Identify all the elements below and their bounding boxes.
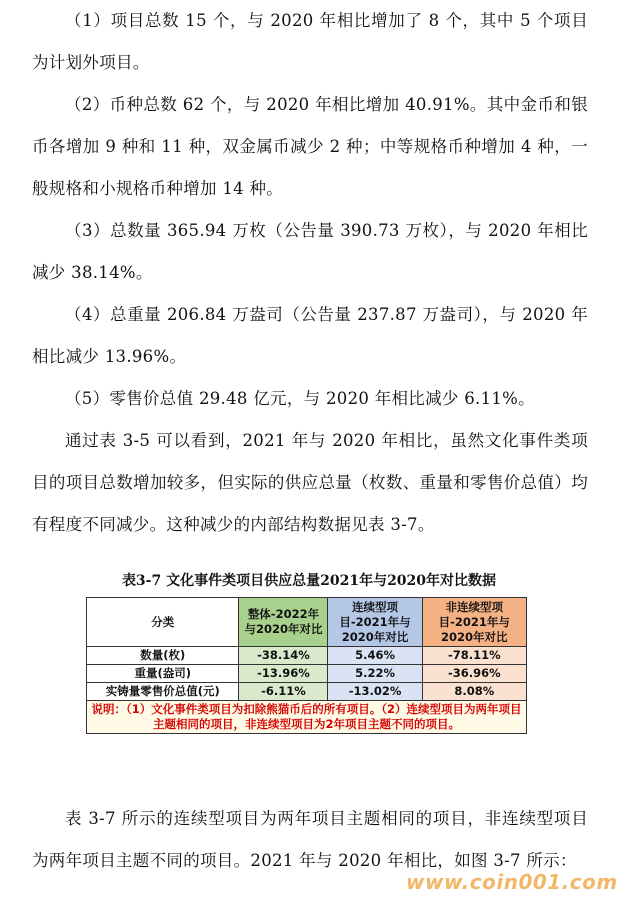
header-noncontinuous: 非连续型项目-2021年与2020年对比 (422, 598, 526, 647)
comparison-table (86, 597, 527, 734)
row-label: 重量(盎司) (87, 665, 239, 683)
cell-noncontinuous: 8.08% (422, 683, 526, 701)
table-row (87, 665, 527, 683)
header-category: 分类 (87, 598, 239, 647)
watermark: www.coin001.com (406, 870, 618, 894)
cell-noncontinuous: -78.11% (422, 647, 526, 665)
paragraph-summary: 通过表 3-5 可以看到，2021 年与 2020 年相比，虽然文化事件类项目的项目总数增加较多，但实际的供应总量（枚数、重量和零售价总值）均有程度不同减少。这种减少的内部结构数据见表 3-7。 (32, 431, 588, 534)
paragraph-total-weight: （4）总重量 206.84 万盎司（公告量 237.87 万盎司），与 2020 年相比减少 13.96%。 (32, 305, 588, 366)
row-label: 数量(枚) (87, 647, 239, 665)
cell-continuous: -13.02% (328, 683, 422, 701)
cell-overall: -13.96% (239, 665, 328, 683)
cell-overall: -6.11% (239, 683, 328, 701)
header-overall: 整体-2022年与2020年对比 (239, 598, 328, 647)
table-row (87, 647, 527, 665)
paragraph-retail-value: （5）零售价总值 29.48 亿元，与 2020 年相比减少 6.11%。 (65, 389, 535, 408)
table-note-row (87, 701, 527, 734)
table-row (87, 683, 527, 701)
header-continuous: 连续型项目-2021年与2020年对比 (328, 598, 422, 647)
cell-continuous: 5.46% (328, 647, 422, 665)
row-label: 实铸量零售价总值(元) (87, 683, 239, 701)
paragraph-coin-types: （2）币种总数 62 个，与 2020 年相比增加 40.91%。其中金币和银币各增加 9 种和 11 种，双金属币减少 2 种；中等规格币种增加 4 种，一般规格和小规格币种增加 14 种。 (32, 95, 588, 198)
paragraph-project-count: （1）项目总数 15 个，与 2020 年相比增加了 8 个，其中 5 个项目为计划外项目。 (32, 11, 588, 72)
cell-continuous: 5.22% (328, 665, 422, 683)
table-caption: 表3-7 文化事件类项目供应总量2021年与2020年对比数据 (121, 573, 497, 589)
paragraph-table-explanation: 表 3-7 所示的连续型项目为两年项目主题相同的项目，非连续型项目为两年项目主题不同的项目。2021 年与 2020 年相比，如图 3-7 所示： (32, 809, 588, 870)
table-header-row (87, 598, 527, 647)
cell-overall: -38.14% (239, 647, 328, 665)
paragraph-total-quantity: （3）总数量 365.94 万枚（公告量 390.73 万枚），与 2020 年相比减少 38.14%。 (32, 221, 588, 282)
table-note: 说明：（1）文化事件类项目为扣除熊猫币后的所有项目。（2）连续型项目为两年项目主题相同的项目，非连续型项目为2年项目主题不同的项目。 (87, 701, 527, 734)
cell-noncontinuous: -36.96% (422, 665, 526, 683)
